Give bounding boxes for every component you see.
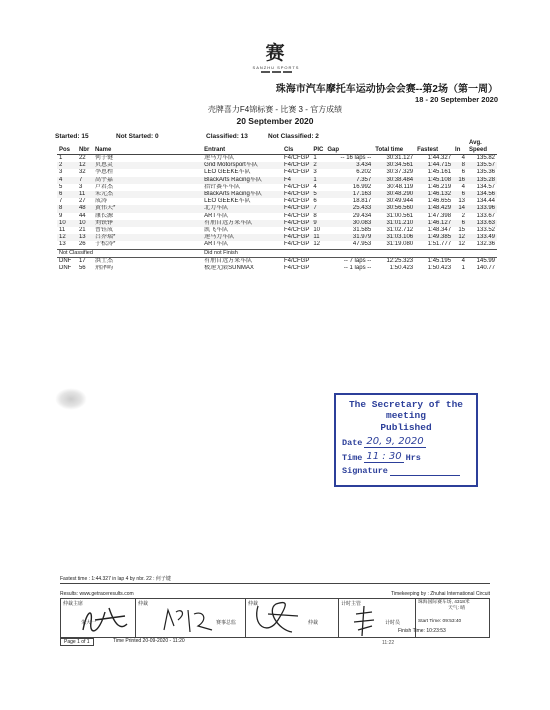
cell-cls: F4/CFGP — [284, 169, 310, 176]
cell-total: 12:25.323 — [386, 257, 414, 264]
cell-gap: 30.083 — [325, 220, 373, 227]
cell-gap: 18.817 — [352, 198, 372, 205]
cell-fastest: 1:50.423 — [427, 265, 452, 272]
cell-in: 4 — [461, 257, 466, 264]
cell-fastest: 1:48.347 — [427, 227, 452, 234]
cell-name: 曹钰成 — [94, 227, 113, 234]
cell-fastest: 1:51.777 — [427, 241, 452, 248]
cell-pic: 3 — [313, 169, 317, 176]
time-printed: Time Printed 20-09-2020 - 11:20 — [113, 638, 185, 644]
stamp-time: Time 11 : 30 Hrs — [342, 451, 421, 463]
sig-cell-steward-1: 仲裁 赛事总监 — [136, 599, 246, 638]
cell-total: 30:56.560 — [373, 205, 415, 212]
col-gap: Gap — [327, 147, 340, 153]
result-row — [57, 213, 497, 220]
cell-nbr: 12 — [77, 162, 93, 169]
sig-cell-steward-2: 仲裁 仲裁 — [246, 599, 339, 638]
cell-gap: 17.163 — [325, 191, 373, 198]
cell-pic: 5 — [311, 191, 325, 198]
cell-total: 31:19.080 — [386, 241, 414, 248]
cell-pic: 7 — [311, 205, 325, 212]
cell-total: 30:38.484 — [373, 177, 415, 184]
cell-fastest: 1:45.161 — [427, 169, 452, 176]
cell-pic: 10 — [313, 227, 321, 234]
cell-entrant: Grid Motorsport车队 — [202, 162, 282, 169]
cell-speed: 135.36 — [476, 169, 495, 176]
cell-fastest: 1:45.195 — [427, 257, 452, 264]
cell-nbr: 21 — [78, 227, 86, 234]
cell-in: 15 — [458, 227, 466, 234]
cell-fastest: 1:44.715 — [415, 162, 453, 169]
cell-fastest: 1:46.219 — [427, 183, 452, 190]
cell-gap: 16.992 — [352, 183, 372, 190]
logo-bars — [246, 71, 306, 73]
cell-nbr: 56 — [78, 265, 86, 272]
cell-pos: 11 — [59, 227, 66, 234]
cell-speed: 133.67 — [476, 212, 495, 219]
stamp-signature: Signature — [342, 466, 476, 476]
logo-mark: 赛 — [265, 42, 287, 64]
cell-cls: F4/CFGP — [284, 241, 310, 248]
cell-pos: 9 — [59, 212, 63, 219]
dnf-row — [57, 257, 497, 265]
classified-count: Classified: 13 — [206, 133, 248, 140]
logo-subtext: SANZHU SPORTS — [252, 65, 300, 70]
cell-total: 30:31.127 — [386, 155, 414, 161]
race-date: 20 September 2020 — [236, 116, 314, 126]
cell-entrant: 指针赛车车队 — [204, 183, 241, 190]
cell-pos: 5 — [59, 183, 63, 190]
started-count: Started: 15 — [55, 133, 89, 140]
cell-cls: F4/CFGP — [284, 219, 310, 226]
result-row — [57, 241, 497, 249]
col-in: In — [455, 147, 461, 153]
col-cls: Cls — [284, 147, 294, 153]
col-nbr: Nbr — [78, 147, 90, 153]
cell-name: 何子键 — [94, 155, 113, 161]
col-pic: PIC — [313, 147, 324, 153]
cell-pic: 9 — [311, 220, 325, 227]
cell-pos: 3 — [59, 169, 63, 176]
cell-pos: 4 — [57, 177, 77, 184]
cell-nbr: 13 — [77, 234, 93, 241]
col-name: Name — [94, 147, 112, 153]
stamp-date: Date 20, 9, 2020 — [342, 436, 424, 448]
cell-speed: 135.82 — [476, 155, 495, 161]
timekeeping-credit: Timekeeping by : Zhuhai International Circuit — [390, 591, 490, 597]
not-classified-count: Not Classified: 2 — [268, 133, 319, 140]
cell-total: 31:00.561 — [386, 212, 414, 219]
cell-in: 1 — [461, 265, 466, 272]
cell-entrant: 速马力车队 — [202, 234, 282, 241]
col-fastest: Fastest — [417, 147, 439, 153]
cell-gap: 7.357 — [325, 177, 373, 184]
cell-cls: F4/CFGP — [284, 212, 310, 219]
cell-cls: F4/CFGP — [284, 191, 310, 198]
cell-name: 刘铁铮 — [93, 220, 202, 227]
race-title: 壳牌喜力F4锦标赛 - 比赛 3 - 官方成绩 — [207, 105, 343, 114]
cell-name: 洪士杰 — [94, 257, 113, 264]
cell-entrant: 有朋自远方来车队 — [202, 220, 282, 227]
cell-gap: 31.979 — [325, 234, 373, 241]
result-row — [57, 234, 497, 241]
cell-nbr: 32 — [78, 169, 86, 176]
cell-fastest: 1:49.385 — [415, 234, 453, 241]
cell-name: 卢君杰 — [94, 183, 113, 190]
cell-nbr: 22 — [78, 155, 86, 161]
stamp-heading: The Secretary of the meeting — [348, 399, 464, 421]
cell-nbr: 7 — [77, 177, 93, 184]
ink-smudge — [55, 388, 87, 410]
cell-pos: 12 — [57, 234, 77, 241]
cell-name: 黄伟夫* — [93, 205, 202, 212]
published-stamp — [334, 393, 478, 487]
cell-in: 14 — [453, 205, 467, 212]
cell-entrant: BlackArts Racing车队 — [202, 191, 282, 198]
cell-entrant: 速马力车队 — [204, 155, 235, 161]
cell-cls: F4/CFGP — [284, 183, 310, 190]
cell-pic — [311, 265, 325, 272]
cell-total: 30:37.329 — [386, 169, 414, 176]
cell-entrant: ART车队 — [204, 241, 229, 248]
cell-pic: 11 — [311, 234, 325, 241]
cell-pic: 1 — [311, 177, 325, 184]
not-started-count: Not Started: 0 — [116, 133, 159, 140]
cell-fastest: 1:47.398 — [427, 212, 452, 219]
cell-in: 16 — [453, 177, 467, 184]
result-row — [57, 198, 497, 205]
result-row — [57, 220, 497, 227]
cell-entrant: 极速无限SUNMAX — [204, 265, 254, 272]
table-header — [57, 140, 497, 155]
cell-speed: 145.99 — [476, 257, 495, 264]
cell-gap: 47.953 — [352, 241, 372, 248]
cell-fastest: 1:46.655 — [427, 198, 452, 205]
cell-pos: 6 — [57, 191, 77, 198]
not-classified-status: Did not Finish — [202, 249, 497, 257]
cell-pos: DNF — [59, 257, 72, 264]
finish-time: Finish Time: 10:23:53 — [398, 628, 446, 634]
stamp-date-value: 20, 9, 2020 — [366, 436, 424, 447]
cell-gap: 25.433 — [325, 205, 373, 212]
cell-pic: 6 — [313, 198, 317, 205]
stamp-published: Published — [380, 422, 432, 433]
cell-cls: F4 — [282, 177, 311, 184]
cell-total: 1:50.423 — [389, 265, 414, 272]
cell-in: 6 — [453, 220, 467, 227]
cell-cls: F4/CFGP — [284, 257, 310, 264]
cell-entrant: 有朋自远方来车队 — [204, 257, 253, 264]
cell-speed: 133.52 — [476, 227, 495, 234]
cell-gap: -- 1 laps -- — [343, 265, 372, 272]
event-logo — [246, 38, 306, 73]
sig-cell-timing: 计时主管 计时员 — [339, 599, 416, 638]
sig-cell-circuit-info: 珠海国际赛车场, 4318米 天气: 晴 Start Time: 09:53:40 — [416, 599, 490, 638]
cell-gap: 6.202 — [356, 169, 372, 176]
result-row — [57, 205, 497, 212]
cell-pos: 13 — [59, 241, 66, 248]
cell-gap: 29.434 — [352, 212, 372, 219]
sig-cell-chairman: 仲裁主席 朱大一 — [61, 599, 136, 638]
cell-total: 30:34.561 — [373, 162, 415, 169]
cell-pos: 1 — [59, 155, 63, 161]
cell-name: 高宇嘉 — [93, 177, 202, 184]
cell-pic: 2 — [311, 162, 325, 169]
cell-entrant: 凯飞车队 — [204, 227, 229, 234]
cell-nbr: 11 — [77, 191, 93, 198]
not-classified-label: Not Classified — [57, 249, 202, 257]
cell-nbr: 10 — [77, 220, 93, 227]
cell-cls: F4/CFGP — [284, 227, 310, 234]
cell-speed: 133.49 — [467, 234, 497, 241]
cell-speed: 134.44 — [476, 198, 495, 205]
cell-nbr: 26 — [78, 241, 86, 248]
cell-gap: 3.434 — [325, 162, 373, 169]
col-total-time: Total time — [375, 147, 404, 153]
signature-4 — [350, 604, 380, 638]
cell-speed: 134.57 — [476, 183, 495, 190]
cell-nbr: 27 — [78, 198, 86, 205]
not-classified-header — [57, 249, 497, 257]
result-row — [57, 177, 497, 184]
cell-fastest: 1:45.108 — [415, 177, 453, 184]
fastest-time-note: Fastest time : 1:44.327 in lap 4 by nbr. 22 : 何子键 — [60, 576, 171, 582]
cell-fastest: 1:44.327 — [427, 155, 452, 161]
cell-total: 30:48.119 — [386, 183, 414, 190]
cell-speed: 135.28 — [467, 177, 497, 184]
signature-2 — [160, 604, 220, 638]
dnf-rows — [57, 257, 497, 272]
cell-pic: 8 — [313, 212, 317, 219]
cell-total: 30:48.290 — [373, 191, 415, 198]
cell-name: 康长源 — [94, 212, 113, 219]
cell-in: 6 — [461, 169, 466, 176]
page-number: Page 1 of 1 — [60, 638, 94, 646]
cell-fastest: 1:48.429 — [415, 205, 453, 212]
cell-pic: 1 — [313, 155, 317, 161]
cell-speed: 134.56 — [467, 191, 497, 198]
event-dates: 18 - 20 September 2020 — [415, 95, 498, 104]
cell-gap: -- 7 laps -- — [343, 257, 372, 264]
cell-cls: F4/CFGP — [284, 155, 310, 161]
cell-in: 4 — [461, 155, 466, 161]
cell-total: 30:49.944 — [386, 198, 414, 205]
cell-in: 6 — [453, 191, 467, 198]
signature-1 — [75, 600, 135, 640]
cell-name: 成涛 — [94, 198, 107, 205]
cell-speed: 132.36 — [476, 241, 495, 248]
results-table — [57, 140, 497, 272]
cell-entrant: BlackArts Racing车队 — [202, 177, 282, 184]
cell-name: 荆泽屿 — [94, 265, 113, 272]
cell-name: 贝恩灵 — [93, 162, 202, 169]
cell-in: 8 — [453, 162, 467, 169]
cell-pos: DNF — [59, 265, 72, 272]
cell-speed: 133.63 — [467, 220, 497, 227]
cell-entrant: 北力车队 — [202, 205, 282, 212]
footer-divider — [60, 583, 490, 584]
handwritten-note: 11:22 — [382, 640, 395, 646]
classified-rows — [57, 155, 497, 250]
cell-pic — [311, 257, 325, 265]
cell-cls: F4/CFGP — [284, 265, 310, 272]
cell-pos: 8 — [57, 205, 77, 212]
cell-in: 2 — [461, 212, 466, 219]
cell-in: 12 — [453, 234, 467, 241]
cell-entrant: LEO GEEKE车队 — [204, 169, 251, 176]
cell-pos: 7 — [59, 198, 63, 205]
cell-nbr: 3 — [78, 183, 83, 190]
event-title: 珠海市汽车摩托车运动协会会赛--第2场（第一周） — [275, 84, 498, 95]
cell-total: 31:02.712 — [386, 227, 414, 234]
col-entrant: Entrant — [204, 147, 226, 153]
cell-speed: 140.77 — [476, 265, 495, 272]
result-row — [57, 184, 497, 191]
result-row — [57, 227, 497, 234]
results-url: Results: www.getraceresults.com — [60, 591, 134, 597]
cell-cls: F4/CFGP — [284, 234, 310, 241]
cell-name: 于松涛* — [94, 241, 116, 248]
cell-in: 13 — [458, 198, 466, 205]
cell-name: 朱元杰 — [93, 191, 202, 198]
cell-total: 31:01.210 — [373, 220, 415, 227]
dnf-row — [57, 265, 497, 272]
col-avg-speed: Avg. Speed — [469, 140, 488, 153]
cell-cls: F4/CFGP — [284, 205, 310, 212]
result-row — [57, 155, 497, 163]
cell-entrant: ART车队 — [204, 212, 229, 219]
cell-name: 吕乔瑞* — [93, 234, 202, 241]
result-row — [57, 162, 497, 169]
cell-pic: 12 — [313, 241, 321, 248]
cell-fastest: 1:46.132 — [415, 191, 453, 198]
cell-in: 4 — [461, 183, 466, 190]
cell-cls: F4/CFGP — [284, 162, 310, 169]
col-pos: Pos — [59, 147, 71, 153]
stamp-time-value: 11 : 30 — [366, 451, 402, 462]
cell-total: 31:03.106 — [373, 234, 415, 241]
result-row — [57, 169, 497, 176]
cell-gap: 31.585 — [352, 227, 372, 234]
cell-nbr: 48 — [77, 205, 93, 212]
cell-speed: 135.57 — [467, 162, 497, 169]
signature-3 — [248, 596, 308, 640]
cell-pos: 10 — [57, 220, 77, 227]
result-row — [57, 191, 497, 198]
cell-name: 李恩程 — [94, 169, 113, 176]
cell-pic: 4 — [313, 183, 317, 190]
cell-pos: 2 — [57, 162, 77, 169]
cell-fastest: 1:46.127 — [415, 220, 453, 227]
cell-cls: F4/CFGP — [284, 198, 310, 205]
cell-gap: -- 16 laps -- — [340, 155, 372, 161]
cell-in: 12 — [458, 241, 466, 248]
cell-nbr: 44 — [78, 212, 86, 219]
cell-entrant: LEO GEEKE车队 — [204, 198, 251, 205]
cell-speed: 133.96 — [467, 205, 497, 212]
cell-nbr: 17 — [78, 257, 86, 264]
